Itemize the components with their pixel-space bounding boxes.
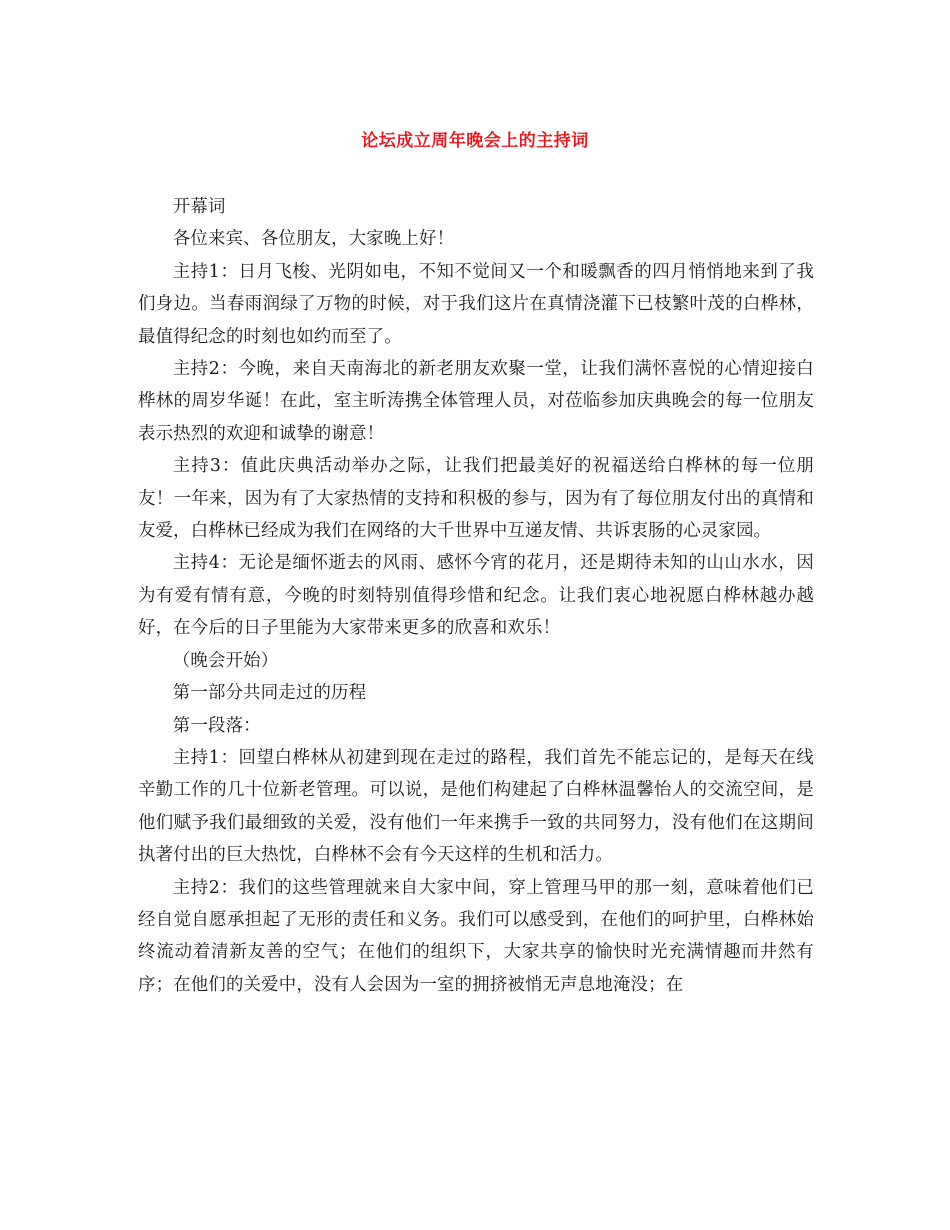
paragraph-gala-start: （晚会开始） bbox=[172, 650, 279, 671]
paragraph-host-4: 主持4：无论是缅怀逝去的风雨、感怀今宵的花月，还是期待未知的山山水水，因为有爱有情有意，今晚的时刻特别值得珍惜和纪念。让我们衷心地祝愿白桦林越办越好，在今后的日子里能为大家带来更多的欣喜和欢乐！ bbox=[138, 553, 814, 639]
paragraph-greeting: 各位来宾、各位朋友，大家晚上好！ bbox=[172, 229, 455, 250]
document-title: 论坛成立周年晚会上的主持词 bbox=[361, 131, 589, 151]
paragraph-opening-heading: 开幕词 bbox=[172, 197, 226, 217]
paragraph-section-one-heading: 第一段落： bbox=[172, 715, 261, 736]
document-body bbox=[138, 191, 814, 1001]
paragraph-host-2: 主持2：今晚，来自天南海北的新老朋友欢聚一堂，让我们满怀喜悦的心情迎接白桦林的周岁华诞！在此，室主昕涛携全体管理人员，对莅临参加庆典晚会的每一位朋友表示热烈的欢迎和诚挚的谢意！ bbox=[138, 359, 814, 444]
paragraph-part-one-heading: 第一部分共同走过的历程 bbox=[172, 683, 367, 704]
paragraph-host-1: 主持1：日月飞梭、光阴如电，不知不觉间又一个和暖飘香的四月悄悄地来到了我们身边。当春雨润绿了万物的时候，对于我们这片在真情浇灌下已枝繁叶茂的白桦林，最值得纪念的时刻也如约而至了。 bbox=[138, 261, 814, 347]
paragraph-section-host-2: 主持2：我们的这些管理就来自大家中间，穿上管理马甲的那一刻，意味着他们已经自觉自愿承担起了无形的责任和义务。我们可以感受到，在他们的呵护里，白桦林始终流动着清新友善的空气；在他们的组织下，大家共享的愉快时光充满情趣而井然有序；在他们的关爱中，没有人会因为一室的拥挤被悄无声息地淹没；在 bbox=[138, 877, 814, 995]
paragraph-host-3: 主持3：值此庆典活动举办之际，让我们把最美好的祝福送给白桦林的每一位朋友！一年来，因为有了大家热情的支持和积极的参与，因为有了每位朋友付出的真情和友爱，白桦林已经成为我们在网络的大千世界中互递友情、共诉衷肠的心灵家园。 bbox=[138, 456, 814, 542]
paragraph-section-host-1: 主持1：回望白桦林从初建到现在走过的路程，我们首先不能忘记的，是每天在线辛勤工作的几十位新老管理。可以说，是他们构建起了白桦林温馨怡人的交流空间，是他们赋予我们最细致的关爱，没有他们一年来携手一致的共同努力，没有他们在这期间执著付出的巨大热忱，白桦林不会有今天这样的生机和活力。 bbox=[138, 747, 814, 866]
